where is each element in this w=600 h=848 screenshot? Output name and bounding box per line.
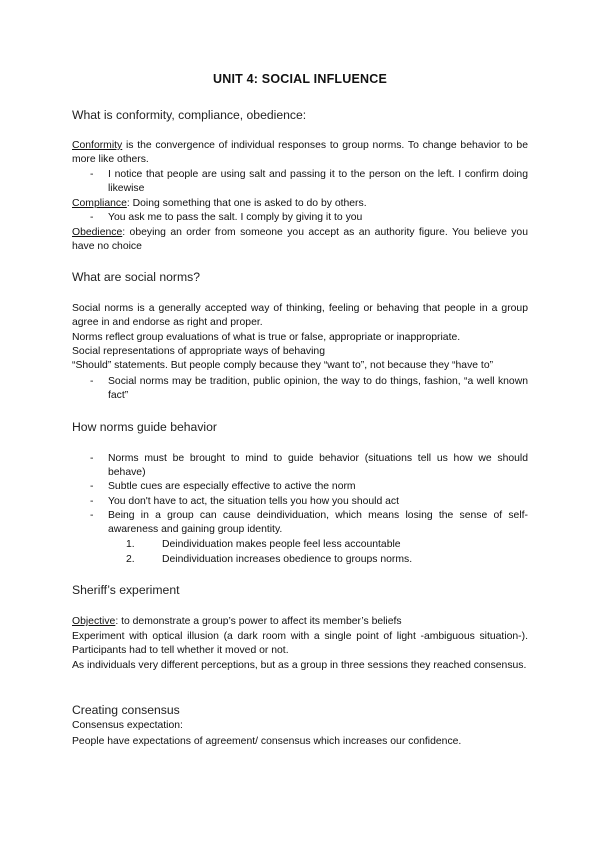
norms-guide-bullet: Norms must be brought to mind to guide behavior (situations tell us how we should behave)	[108, 453, 528, 479]
objective-text: : to demonstrate a group’s power to affect its member’s beliefs	[115, 616, 402, 627]
heading-conformity: What is conformity, compliance, obedience:	[72, 108, 307, 122]
conformity-term: Conformity	[72, 140, 123, 151]
list-item	[72, 375, 528, 403]
obedience-term: Obedience	[72, 227, 123, 238]
compliance-term: Compliance	[72, 198, 127, 209]
social-norms-definition: Social norms is a generally accepted way of thinking, feeling or behaving that people in a group agree in and endorse as right and proper.	[72, 303, 528, 329]
social-representations: Social representations of appropriate ways of behaving	[72, 346, 325, 357]
bullet-marker: -	[90, 376, 94, 387]
bullet-marker: -	[90, 495, 94, 507]
consensus-paragraph: People have expectations of agreement/ consensus which increases our confidence.	[72, 736, 462, 747]
bullet-marker: -	[90, 212, 94, 223]
list-item	[72, 168, 528, 196]
conformity-definition	[72, 139, 528, 167]
compliance-bullet: You ask me to pass the salt. I comply by giving it to you	[108, 212, 363, 223]
should-statements: “Should” statements. But people comply because they “want to”, not because they “have to”	[72, 360, 494, 371]
deindividuation-numbered-list	[108, 538, 528, 568]
norms-reflect: Norms reflect group evaluations of what is true or false, appropriate or inappropriate.	[72, 332, 461, 343]
conformity-bullet: I notice that people are using salt and passing it to the person on the left. I confirm doing likewise	[108, 169, 528, 195]
norms-guide-bullet: You don't have to act, the situation tells you how you should act	[108, 495, 399, 507]
list-item	[72, 480, 528, 494]
list-item	[108, 553, 528, 568]
heading-sheriff-experiment: Sheriff’s experiment	[72, 583, 180, 597]
list-item	[72, 211, 528, 225]
heading-norms-guide: How norms guide behavior	[72, 420, 217, 434]
list-item	[72, 452, 528, 480]
bullet-marker: -	[90, 169, 94, 180]
list-item	[72, 509, 528, 537]
social-norms-bullet-list	[72, 375, 528, 403]
numbered-item-text: Deindividuation increases obedience to groups norms.	[162, 553, 413, 565]
list-number: 1.	[126, 539, 135, 550]
consensus-expectation: Consensus expectation:	[72, 720, 183, 731]
experiment-description: Experiment with optical illusion (a dark room with a single point of light -ambiguous situation-). Participants had to tell whether it moved or not.	[72, 631, 528, 657]
list-item	[108, 538, 528, 553]
conformity-bullet-list	[72, 168, 528, 196]
compliance-definition	[72, 197, 528, 211]
numbered-item-text: Deindividuation makes people feel less accountable	[162, 539, 401, 550]
list-item	[72, 495, 528, 509]
norms-guide-bullet: Being in a group can cause deindividuation, which means losing the sense of self-awareness and gaining group identity.	[108, 509, 528, 536]
obedience-definition	[72, 226, 528, 254]
norms-guide-bullet: Subtle cues are especially effective to active the norm	[108, 481, 356, 493]
heading-creating-consensus: Creating consensus	[72, 703, 180, 717]
social-norms-bullet: Social norms may be tradition, public opinion, the way to do things, fashion, “a well known fact”	[108, 376, 528, 402]
objective-term: Objective	[72, 616, 116, 627]
bullet-marker: -	[90, 481, 94, 493]
obedience-text: : obeying an order from someone you accept as an authority figure. You believe you have no choice	[72, 227, 528, 253]
compliance-text: : Doing something that one is asked to do by others.	[126, 198, 367, 209]
bullet-marker: -	[90, 453, 94, 464]
conformity-text: is the convergence of individual responses to group norms. To change behavior to be more like others.	[72, 140, 528, 166]
norms-guide-bullet-list	[72, 452, 528, 537]
objective-line	[72, 615, 528, 629]
compliance-bullet-list	[72, 211, 528, 225]
list-number: 2.	[126, 553, 135, 565]
page-title: UNIT 4: SOCIAL INFLUENCE	[212, 72, 388, 86]
heading-social-norms: What are social norms?	[72, 270, 201, 284]
experiment-result: As individuals very different perceptions, but as a group in three sessions they reached consensus.	[72, 660, 527, 671]
bullet-marker: -	[90, 509, 94, 521]
